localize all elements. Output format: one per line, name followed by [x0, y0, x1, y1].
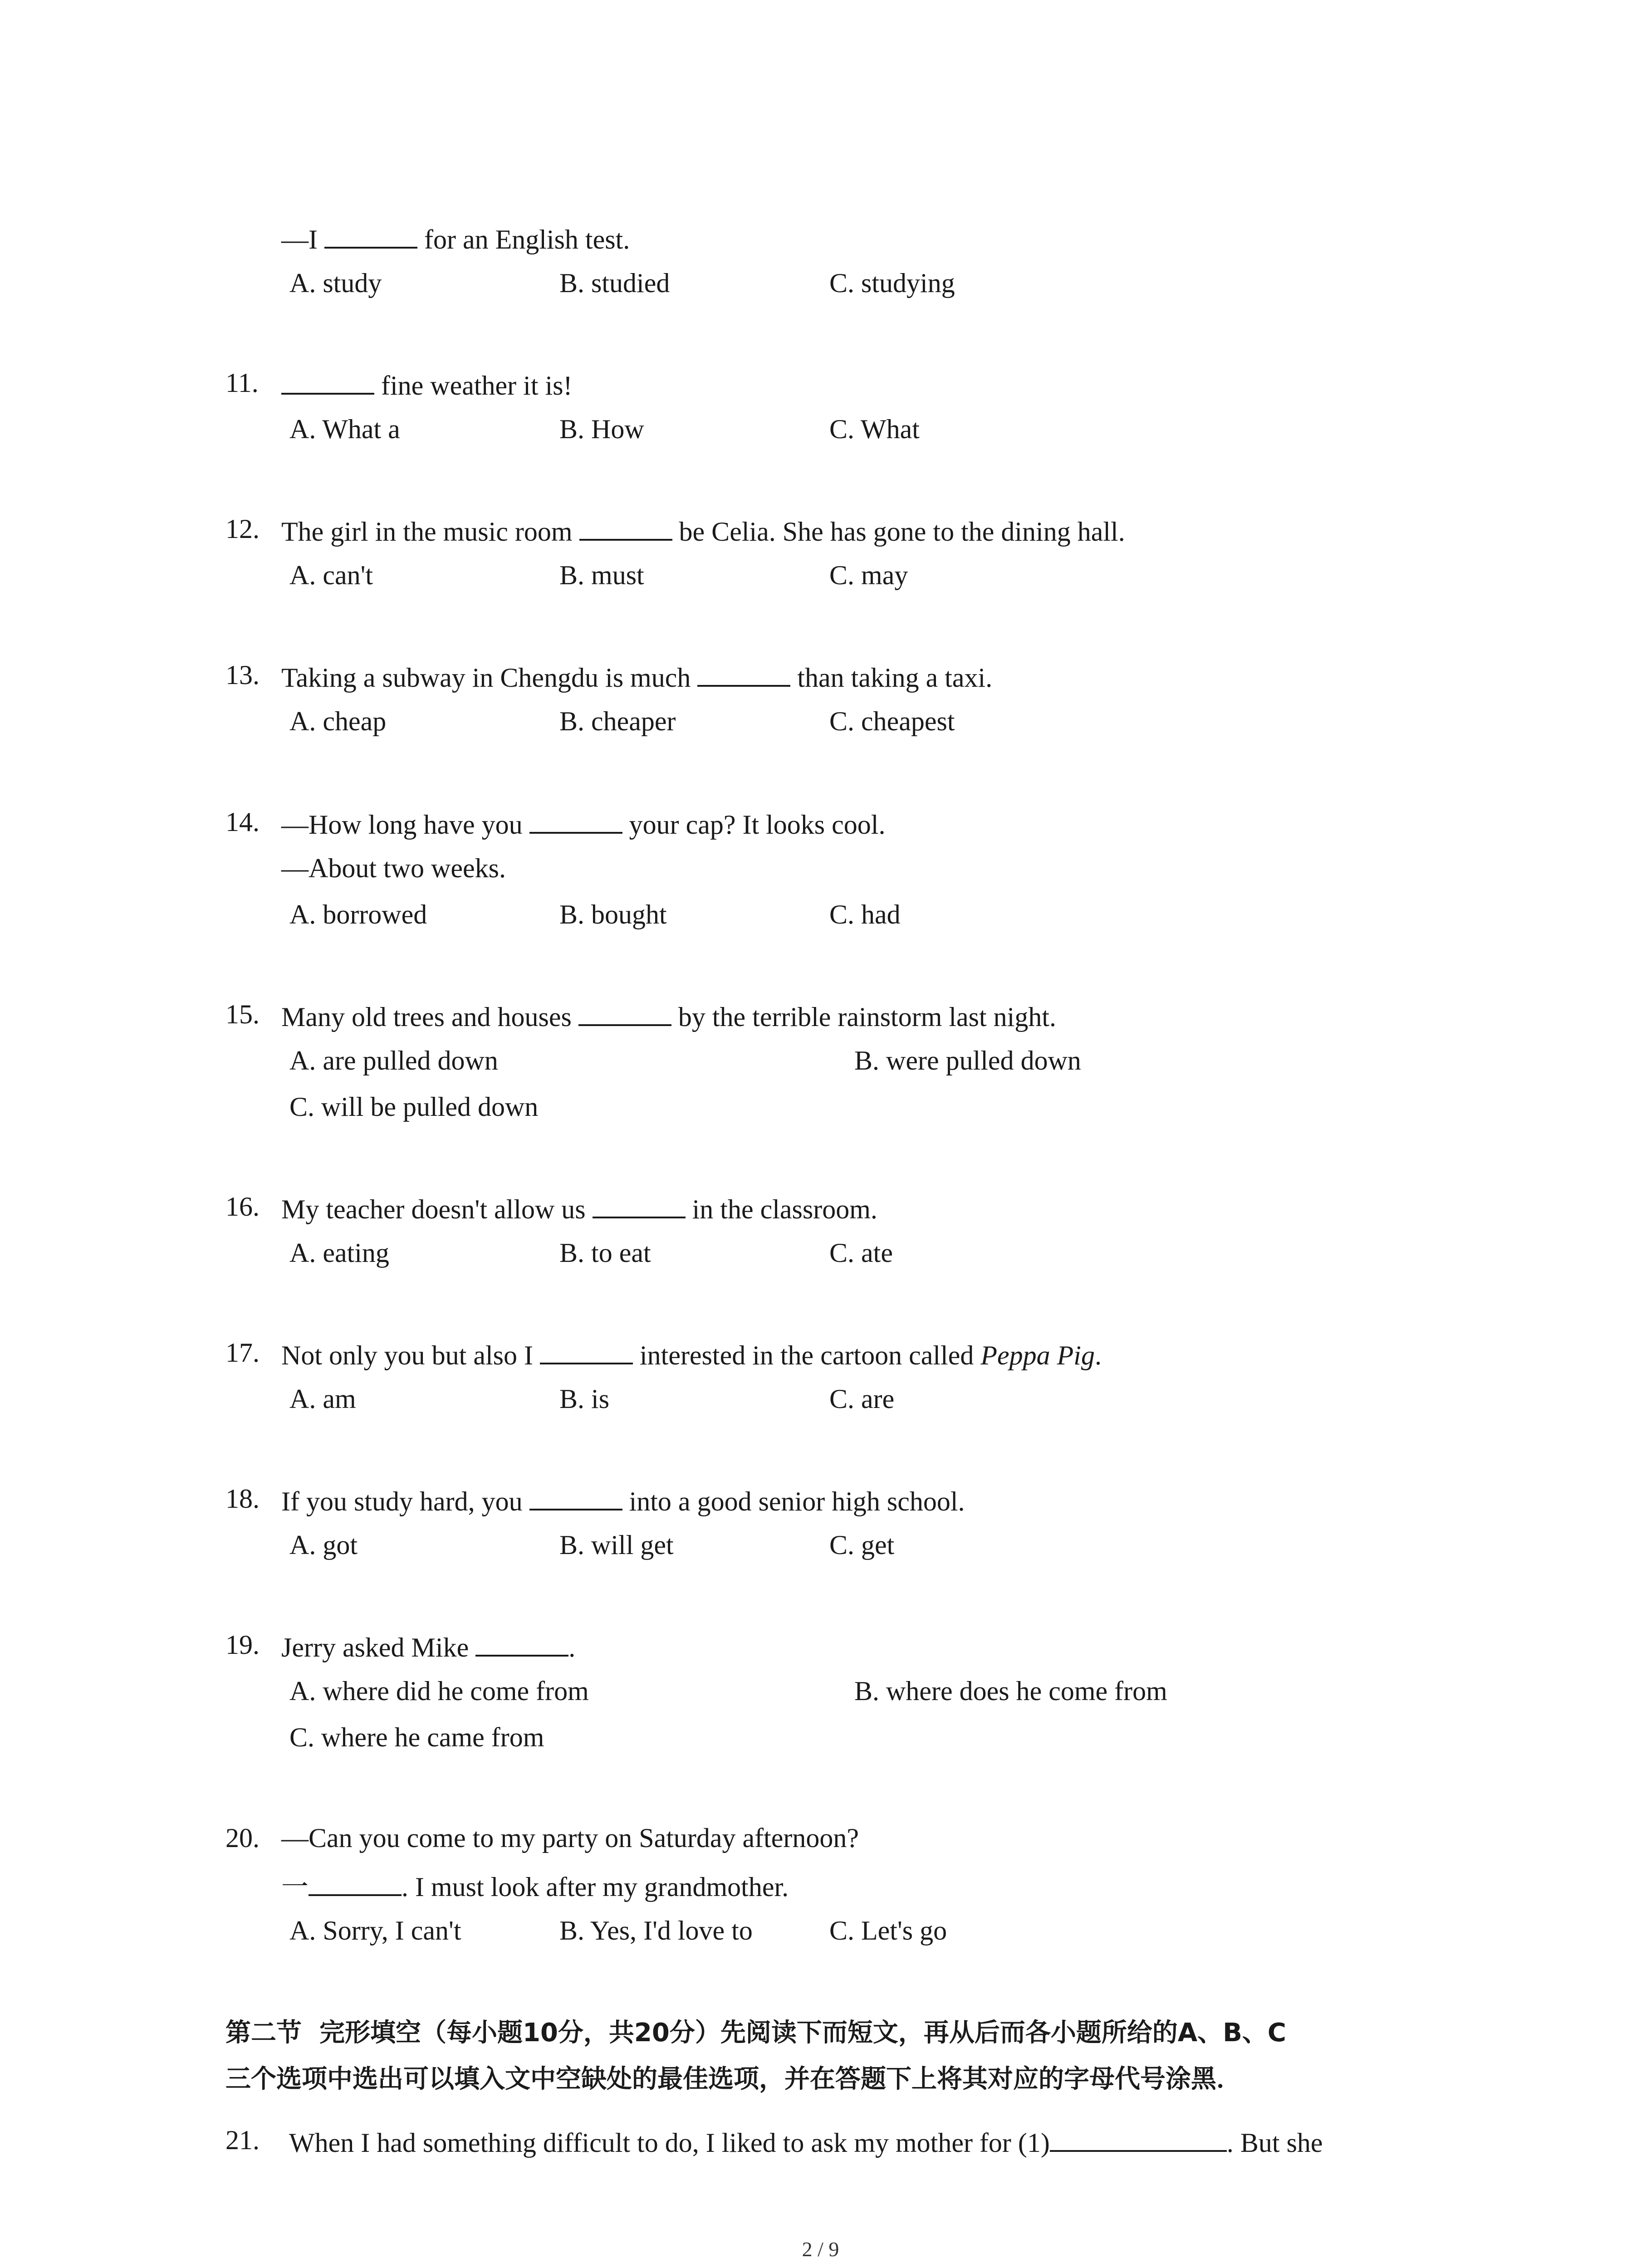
q20-option-a: A. Sorry, I can't: [289, 1916, 461, 1945]
q10-stem: —I for an English test.: [281, 220, 630, 256]
q18-number: 18.: [225, 1484, 260, 1514]
q17-option-a: A. am: [289, 1384, 356, 1414]
q15-option-b: B. were pulled down: [854, 1046, 1081, 1075]
q20-stem: —Can you come to my party on Saturday afternoon?: [281, 1823, 859, 1853]
q19-option-b: B. where does he come from: [854, 1676, 1167, 1706]
page-number: 2 / 9: [802, 2238, 839, 2261]
q18-option-b: B. will get: [559, 1530, 674, 1560]
q18-option-c: C. get: [829, 1530, 895, 1560]
q10-option-a: A. study: [289, 268, 382, 298]
q20-option-b: B. Yes, I'd love to: [559, 1916, 753, 1945]
section2-heading-line2: 三个选项中选出可以填入文中空缺处的最佳选项，并在答题下上将其对应的字母代号涂黑．: [225, 2064, 1242, 2094]
q14-option-c: C. had: [829, 899, 901, 929]
q12-option-a: A. can't: [289, 560, 373, 590]
q15-option-c: C. will be pulled down: [289, 1092, 539, 1122]
q14-answer-line: —About two weeks.: [281, 853, 506, 883]
q17-cartoon-title: Peppa Pig: [980, 1340, 1095, 1370]
q13-option-a: A. cheap: [289, 706, 387, 736]
q15-number: 15.: [225, 999, 260, 1029]
q11-option-b: B. How: [559, 414, 644, 444]
q16-stem: My teacher doesn't allow us in the classroom.: [281, 1190, 877, 1226]
q16-number: 16.: [225, 1192, 260, 1222]
q15-stem: Many old trees and houses by the terrible rainstorm last night.: [281, 998, 1056, 1033]
q20-option-c: C. Let's go: [829, 1916, 947, 1945]
q16-option-b: B. to eat: [559, 1238, 651, 1268]
q12-number: 12.: [225, 514, 260, 544]
q13-option-b: B. cheaper: [559, 706, 676, 736]
q13-number: 13.: [225, 660, 260, 690]
q11-option-a: A. What a: [289, 414, 400, 444]
section2-heading-line1: 第二节 完形填空（每小题10分，共20分）先阅读下而短文，再从后而各小题所给的A、B、C: [225, 2018, 1286, 2048]
q17-stem: Not only you but also I interested in the cartoon called Peppa Pig.: [281, 1336, 1102, 1372]
q20-answer-line: 一 . I must look after my grandmother.: [281, 1868, 789, 1903]
q12-option-c: C. may: [829, 560, 908, 590]
q14-stem: —How long have you your cap? It looks cool.: [281, 806, 885, 841]
q21-stem: When I had something difficult to do, I liked to ask my mother for (1) . But she: [289, 2124, 1323, 2159]
q13-option-c: C. cheapest: [829, 706, 955, 736]
q19-number: 19.: [225, 1630, 260, 1660]
q12-stem: The girl in the music room be Celia. She has gone to the dining hall.: [281, 513, 1125, 548]
q14-option-a: A. borrowed: [289, 899, 427, 929]
q16-option-a: A. eating: [289, 1238, 389, 1268]
q19-option-c: C. where he came from: [289, 1722, 544, 1752]
q14-option-b: B. bought: [559, 899, 667, 929]
q17-option-c: C. are: [829, 1384, 895, 1414]
q12-option-b: B. must: [559, 560, 644, 590]
q11-stem: fine weather it is!: [281, 367, 573, 402]
q18-option-a: A. got: [289, 1530, 358, 1560]
q21-number: 21.: [225, 2125, 260, 2155]
q13-stem: Taking a subway in Chengdu is much than taking a taxi.: [281, 659, 992, 694]
q18-stem: If you study hard, you into a good senior high school.: [281, 1482, 965, 1518]
q20-number: 20.: [225, 1823, 260, 1853]
q19-stem: Jerry asked Mike .: [281, 1628, 575, 1664]
q15-option-a: A. are pulled down: [289, 1046, 498, 1075]
q11-option-c: C. What: [829, 414, 920, 444]
q17-option-b: B. is: [559, 1384, 610, 1414]
q14-number: 14.: [225, 807, 260, 837]
q16-option-c: C. ate: [829, 1238, 893, 1268]
q19-option-a: A. where did he come from: [289, 1676, 589, 1706]
q17-number: 17.: [225, 1338, 260, 1368]
q10-option-c: C. studying: [829, 268, 955, 298]
q10-option-b: B. studied: [559, 268, 670, 298]
q11-number: 11.: [225, 368, 259, 398]
